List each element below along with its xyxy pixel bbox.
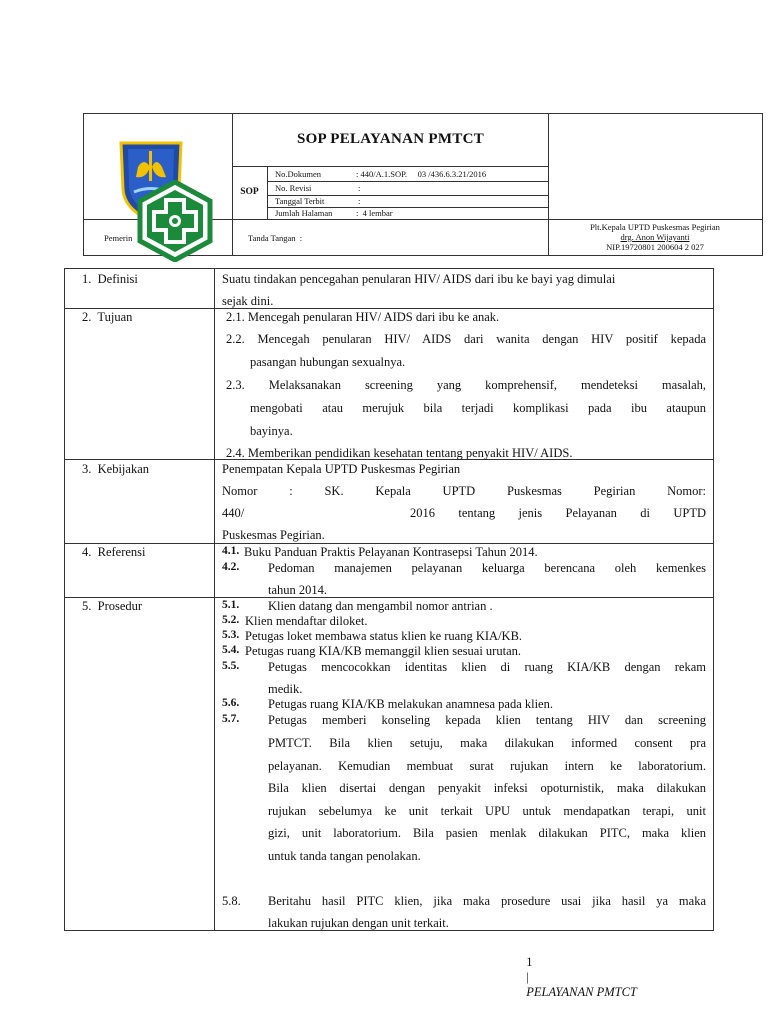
tujuan-item-2-line2: pasangan hubungan sexualnya. (250, 355, 406, 369)
prosedur-2-text: Klien mendaftar diloket. (245, 614, 368, 628)
prosedur-7-line5: rujukan sebelumya ke unit terkait UPU untuk mendapatkan terapi, unit (268, 804, 706, 818)
definisi-text-line2: sejak dini. (222, 294, 274, 308)
signatory-nip: NIP.19720801 200604 2 027 (606, 242, 704, 252)
section-label-definisi: 1. Definisi (82, 272, 138, 286)
health-cross-logo-icon (134, 180, 216, 262)
section-label-referensi: 4. Referensi (82, 545, 146, 559)
prosedur-8-line1: Beritahu hasil PITC klien, jika maka prosedure usai jika hasil ya maka (268, 894, 706, 908)
prosedur-6-num: 5.6. (222, 697, 240, 709)
prosedur-6-text: Petugas ruang KIA/KB melakukan anamnesa pada klien. (268, 697, 553, 711)
prosedur-2-num: 5.2. (222, 614, 240, 626)
page-number: 1 (526, 955, 533, 969)
pemerintah-label: Pemerin (104, 233, 133, 243)
document-title: SOP PELAYANAN PMTCT (296, 131, 485, 147)
prosedur-5-line1: Petugas mencocokkan identitas klien di ruang KIA/KB dengan rekam (268, 660, 706, 674)
kebijakan-line1: Penempatan Kepala UPTD Puskesmas Pegirian (222, 462, 461, 476)
prosedur-8-line2: lakukan rujukan dengan unit terkait. (268, 916, 449, 930)
referensi-2-line1: Pedoman manajemen pelayanan keluarga berencana oleh kemenkes (268, 561, 706, 575)
meta-label-halaman: Jumlah Halaman (275, 208, 333, 218)
prosedur-7-line3: pelayanan. Kemudian membuat surat rujukan intern ke laboratorium. (268, 759, 706, 773)
tujuan-item-2-line1: 2.2. Mencegah penularan HIV/ AIDS dari wanita dengan HIV positif kepada (226, 332, 706, 346)
prosedur-8-num: 5.8. (222, 894, 241, 908)
prosedur-5-num: 5.5. (222, 660, 240, 672)
kebijakan-line4: Puskesmas Pegirian. (222, 528, 325, 542)
meta-value-dokumen: : 440/A.1.SOP. 03 /436.6.3.21/2016 (356, 169, 487, 179)
footer-separator: | (526, 970, 529, 984)
signatory-title: Plt.Kepala UPTD Puskesmas Pegirian (590, 222, 720, 232)
prosedur-7-num: 5.7. (222, 713, 240, 725)
sop-label: SOP (240, 187, 259, 197)
section-label-prosedur: 5. Prosedur (82, 599, 143, 613)
referensi-1-text: Buku Panduan Praktis Pelayanan Kontrasepsi Tahun 2014. (244, 545, 538, 559)
prosedur-3-num: 5.3. (222, 629, 240, 641)
meta-value-halaman: : 4 lembar (356, 208, 393, 218)
meta-label-tanggal: Tanggal Terbit (275, 196, 325, 206)
definisi-text-line1: Suatu tindakan pencegahan penularan HIV/ AIDS dari ibu ke bayi yag dimulai (222, 272, 616, 286)
prosedur-7-line2: PMTCT. Bila klien setuju, maka dilakukan informed consent pra (268, 736, 706, 750)
referensi-2-line2: tahun 2014. (268, 583, 328, 597)
meta-value-revisi: : (358, 183, 361, 193)
meta-value-tanggal: : (358, 196, 361, 206)
signatory-name: drg. Anon Wijayanti (620, 232, 690, 242)
footer (520, 940, 637, 1000)
prosedur-5-line2: medik. (268, 682, 303, 696)
meta-label-revisi: No. Revisi (275, 183, 312, 193)
footer-title: PELAYANAN PMTCT (526, 985, 637, 999)
meta-label-dokumen: No.Dokumen (275, 169, 322, 179)
prosedur-7-line7: untuk tanda tangan penolakan. (268, 849, 421, 863)
tujuan-item-1: 2.1. Mencegah penularan HIV/ AIDS dari ibu ke anak. (226, 310, 500, 324)
kebijakan-line2: Nomor : SK. Kepala UPTD Puskesmas Pegirian Nomor: (222, 484, 706, 498)
section-label-kebijakan: 3. Kebijakan (82, 462, 149, 476)
prosedur-1-num: 5.1. (222, 599, 240, 611)
kebijakan-line3a: 440/ (222, 506, 245, 520)
section-label-tujuan: 2. Tujuan (82, 310, 133, 324)
signature-label: Tanda Tangan : (248, 233, 303, 243)
kebijakan-line3b: 2016 tentang jenis Pelayanan di UPTD (410, 506, 706, 520)
tujuan-item-4: 2.4. Memberikan pendidikan kesehatan tentang penyakit HIV/ AIDS. (226, 446, 573, 460)
prosedur-7-line4: Bila klien disertai dengan penyakit infeksi opoturnistik, maka dilakukan (268, 781, 706, 795)
prosedur-3-text: Petugas loket membawa status klien ke ruang KIA/KB. (245, 629, 523, 643)
tujuan-item-3-line2: mengobati atau merujuk bila terjadi komplikasi pada ibu ataupun (250, 401, 706, 415)
prosedur-7-line6: gizi, unit laboratorium. Bila pasien menlak dilakukan PITC, maka klien (268, 826, 706, 840)
referensi-1-num: 4.1. (222, 545, 240, 557)
referensi-2-num: 4.2. (222, 561, 240, 573)
prosedur-4-num: 5.4. (222, 644, 240, 656)
tujuan-item-3-line3: bayinya. (250, 424, 293, 438)
prosedur-7-line1: Petugas memberi konseling kepada klien tentang HIV dan screening (268, 713, 706, 727)
prosedur-1-text: Klien datang dan mengambil nomor antrian . (268, 599, 493, 613)
prosedur-4-text: Petugas ruang KIA/KB memanggil klien sesuai urutan. (245, 644, 521, 658)
tujuan-item-3-line1: 2.3. Melaksanakan screening yang komprehensif, mendeteksi masalah, (226, 378, 706, 392)
